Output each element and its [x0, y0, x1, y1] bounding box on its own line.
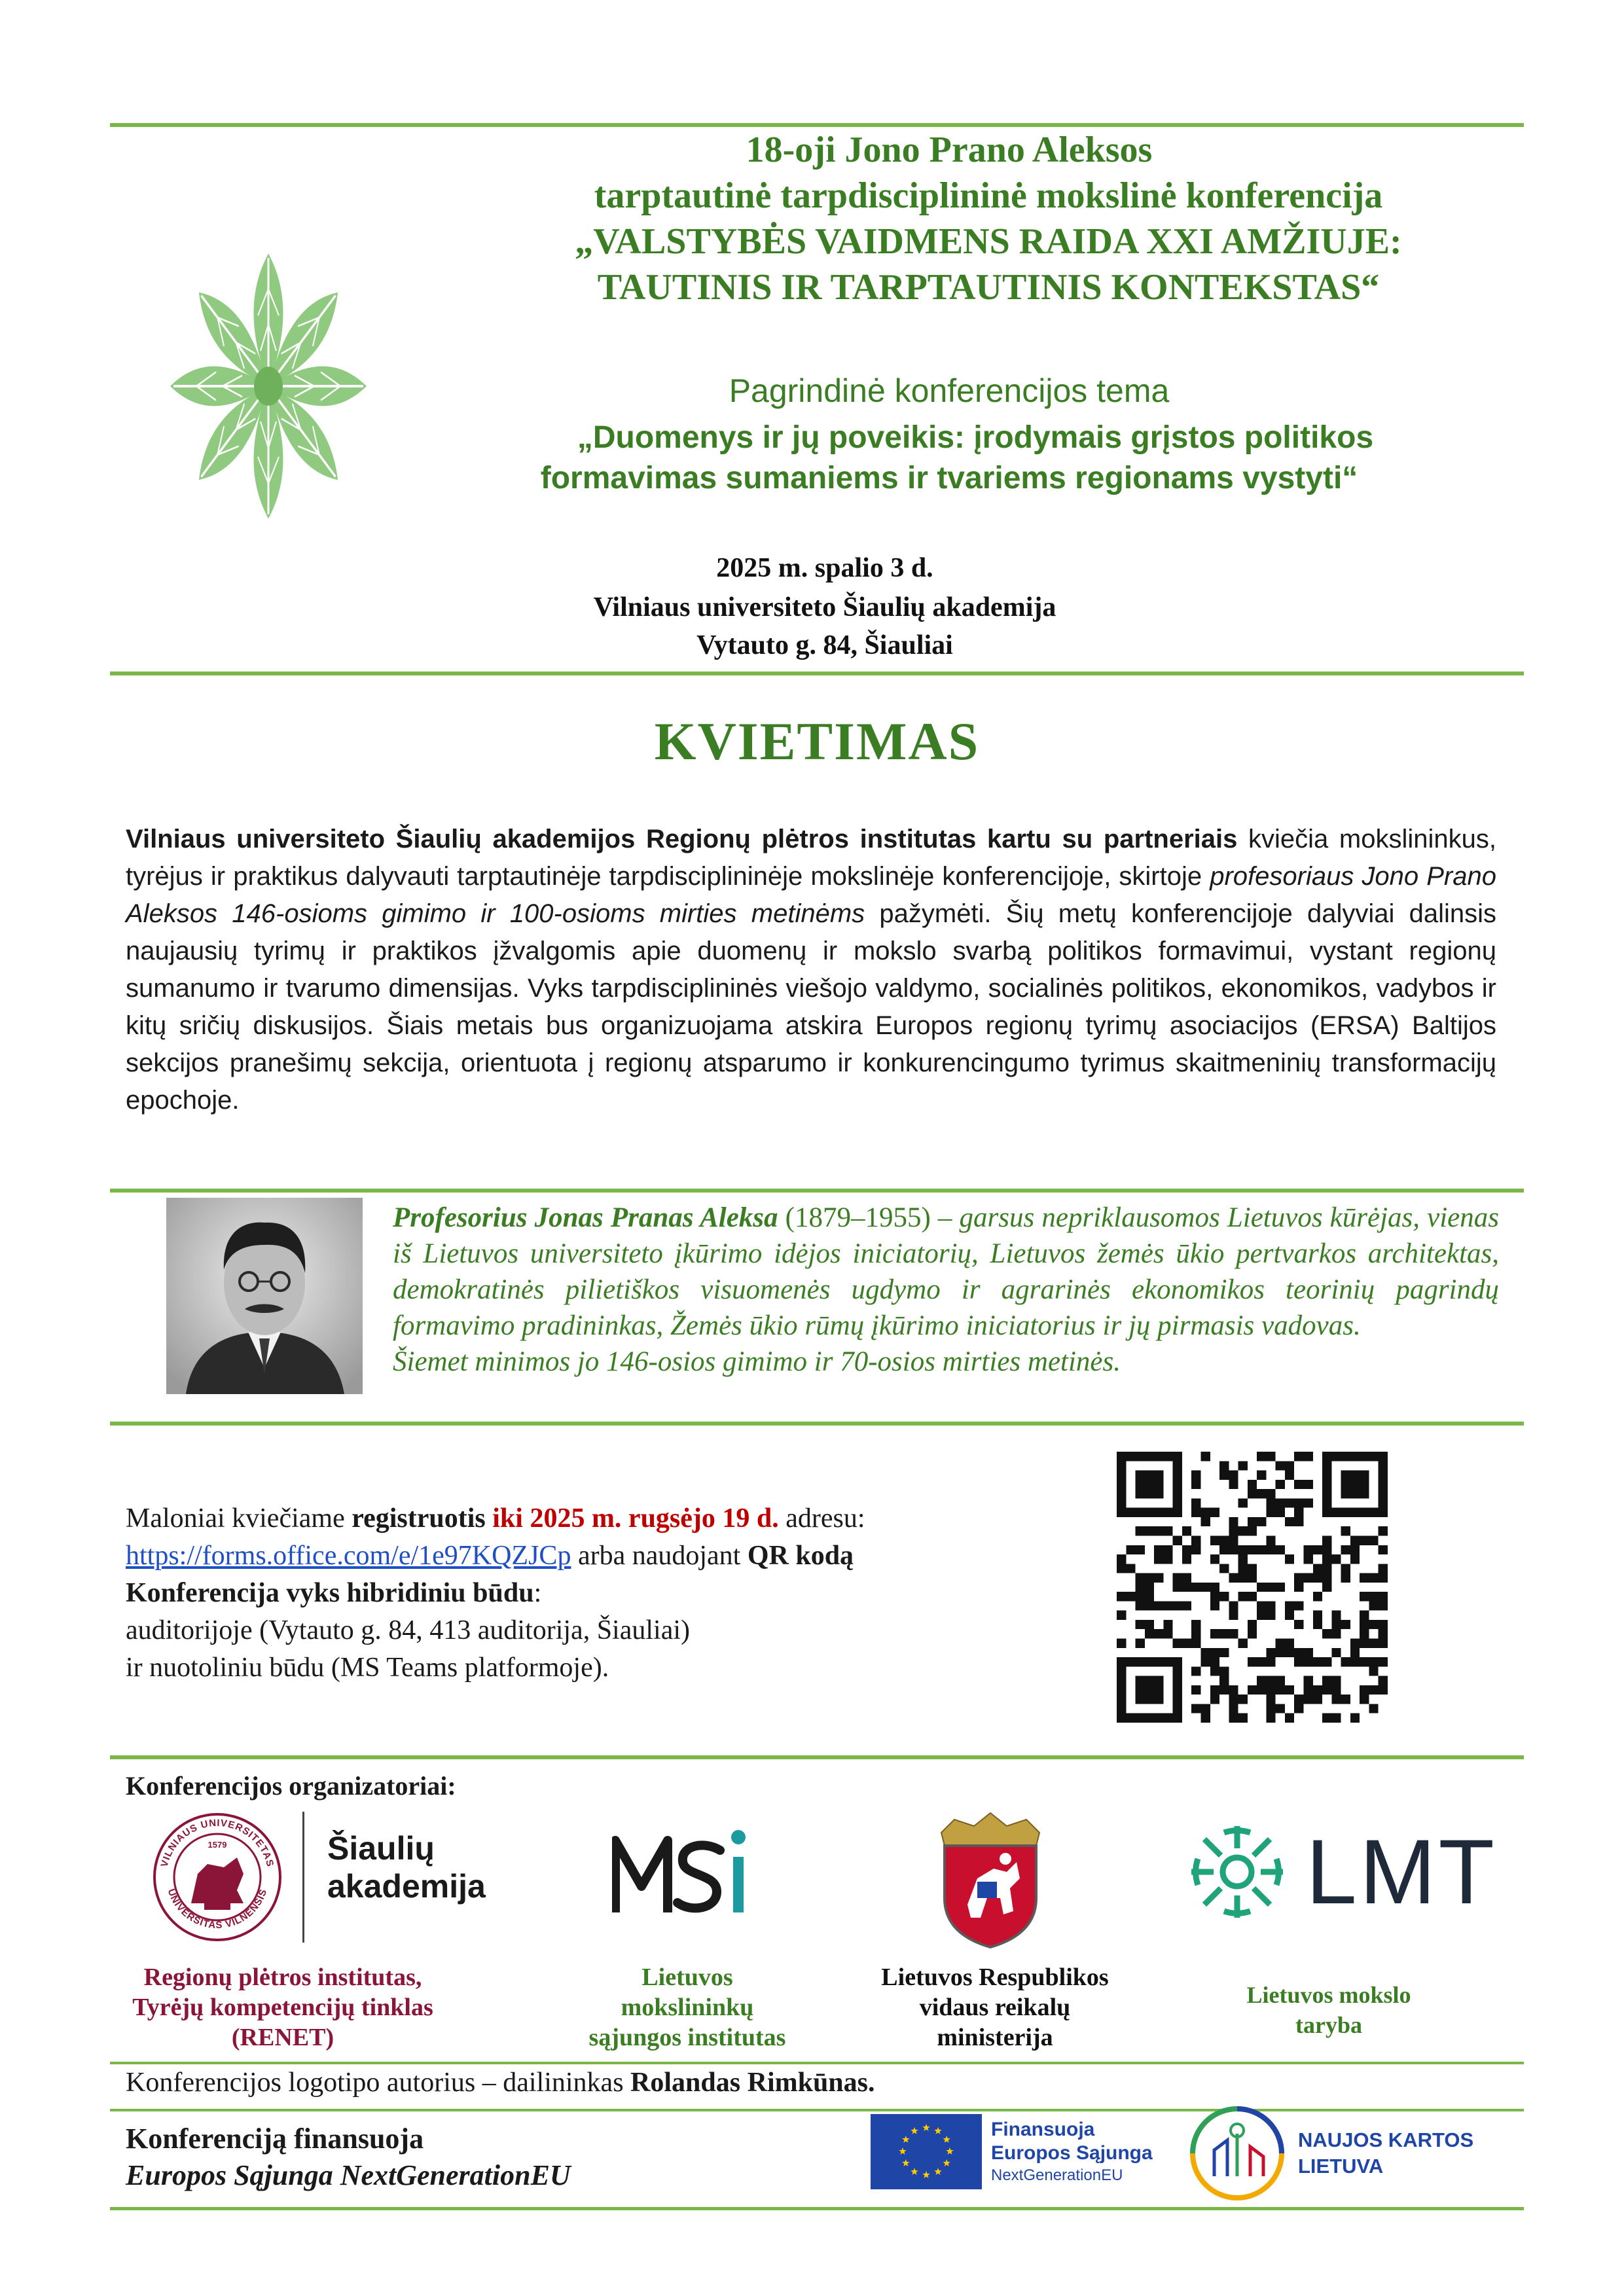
bottom-rule [110, 2207, 1524, 2210]
theme-label: Pagrindinė konferencijos tema [729, 372, 1170, 409]
registration-line1 [126, 1500, 1108, 1537]
invitation-text-1: kviečia mokslininkus, tyrėjus ir praktikus dalyvauti tarptautinėje tarpdisciplininėje mokslinėje konferencijoje, skirtoje [126, 825, 1496, 891]
rule-after-bio [110, 1422, 1524, 1426]
aleksa-portrait [166, 1198, 363, 1394]
lmt-wordmark: LMT [1306, 1820, 1497, 1923]
invitation-heading: KVIETIMAS [654, 711, 980, 771]
registration-link[interactable]: https://forms.office.com/e/1e97KQZJCp [126, 1541, 571, 1571]
msi-line1: Lietuvos [641, 1964, 733, 1991]
vu-divider [302, 1812, 304, 1943]
naujos-kartos-lietuva-logo [1188, 2104, 1502, 2202]
invitation-text-2: pažymėti. Šių metų konferencijoje dalyviai dalinsis naujausių tyrimų ir praktikos įžvalgomis apie duomenų ir mokslo svarbą politikos formavimui, vystant regionų sumanumo ir tvarumo dimensijas. Vyks tarpdisciplininės viešojo valdymo, socialinės politikos, ekonomikos, vadybos ir kitų sričių diskusijos. Šiais metais bus organizuojama atskira Europos regionų tyrimų asociacijos (ERSA) Baltijos sekcijos pranešimų sekcija, orientuota į regionų atsparumo ir konkurencingumo tyrimus skaitmeninių transformacijų epochoje. [126, 899, 1496, 1115]
eu-funding-logo [871, 2114, 1175, 2189]
registration-line5: ir nuotoliniu būdu (MS Teams platformoje). [126, 1653, 609, 1683]
registration-line2 [126, 1537, 1108, 1575]
bio-text: – garsus nepriklausomos Lietuvos kūrėjas, vienas iš Lietuvos universiteto įkūrimo idėjos iniciatorių, Lietuvos žemės ūkio pertvarkos architektas, demokratinės pilietiškos visuomenės ugdymo ir agrarinės ekonomikos teorinių pagrindų formavimo pradininkas, Žemės ūkio rūmų įkūrimo iniciatorius ir jų pirmasis vadovas. [393, 1202, 1500, 1341]
nkl-emblem-icon [1188, 2104, 1286, 2202]
registration-block [126, 1500, 1108, 1687]
reg-text-or: arba naudojant [571, 1541, 748, 1571]
vrm-coat-of-arms-icon [928, 1806, 1053, 1950]
lmt-line2: taryba [1295, 2012, 1362, 2038]
vu-seal-logo-icon [152, 1812, 283, 1943]
msi-logo-icon [612, 1821, 763, 1919]
msi-line2: mokslininkų [621, 1994, 754, 2021]
msi-line3: sąjungos institutas [588, 2024, 786, 2051]
conference-number-title: 18-oji Jono Prano Aleksos [746, 130, 1153, 170]
invitation-organizer: Vilniaus universiteto Šiaulių akademijos Regionų plėtros institutas kartu su partneriais [126, 825, 1238, 853]
lmt-logo-icon [1185, 1820, 1290, 1924]
renet-line2: Tyrėjų kompetencijų tinklas [132, 1994, 433, 2021]
eu-flag-icon [871, 2114, 982, 2189]
svg-text:UNIVERSITAS VILNENSIS: UNIVERSITAS VILNENSIS [165, 1887, 270, 1931]
hybrid-colon: : [533, 1578, 542, 1608]
logo-author-line [126, 2064, 875, 2101]
reg-text-qr: QR kodą [747, 1541, 854, 1571]
organizer-caption-renet [126, 1962, 440, 2053]
funding-subtitle: Europos Sąjunga NextGenerationEU [126, 2159, 571, 2191]
conference-name-line2: TAUTINIS IR TARPTAUTINIS KONTEKSTAS“ [597, 267, 1380, 308]
theme-title-line2: formavimas sumaniems ir tvariems regionams vystyti“ [540, 461, 1358, 495]
rule-before-organizers [110, 1755, 1524, 1759]
reg-text-address: adresu: [778, 1503, 865, 1534]
conference-type-title: tarptautinė tarpdisciplininė mokslinė konferencija [594, 175, 1383, 216]
logo-author-name: Rolandas Rimkūnas. [630, 2068, 875, 2098]
vrm-line2: vidaus reikalų [919, 1994, 1071, 2021]
lmt-line1: Lietuvos mokslo [1246, 1982, 1411, 2008]
reg-text-space [486, 1503, 493, 1534]
svg-text:VILNIAUS UNIVERSITETAS: VILNIAUS UNIVERSITETAS [158, 1817, 276, 1869]
conference-star-logo-icon [157, 232, 380, 540]
event-address: Vytauto g. 84, Šiauliai [696, 630, 953, 660]
registration-deadline: iki 2025 m. rugsėjo 19 d. [492, 1503, 779, 1534]
eu-line1: Finansuoja [991, 2118, 1095, 2140]
funding-title: Konferenciją finansuoja [126, 2123, 424, 2155]
nkl-line2: LIETUVA [1298, 2155, 1384, 2178]
siauliu-akademija-logo [327, 1829, 486, 1905]
invitation-anniversary: profesoriaus Jono Prano Aleksos 146-osioms gimimo ir 100-osioms mirties metinėms [126, 862, 1496, 928]
nkl-line1: NAUJOS KARTOS [1298, 2128, 1474, 2151]
theme-title-line1: „Duomenys ir jų poveikis: įrodymais grįstos politikos [577, 420, 1374, 455]
sa-line1: Šiaulių [327, 1830, 435, 1867]
rule-after-header [110, 672, 1524, 675]
top-rule [110, 123, 1524, 127]
invitation-paragraph [126, 821, 1496, 1119]
vrm-line3: ministerija [937, 2024, 1053, 2051]
registration-line3 [126, 1575, 1108, 1612]
event-date: 2025 m. spalio 3 d. [716, 553, 933, 583]
renet-line1: Regionų plėtros institutas, [143, 1964, 422, 1991]
logo-author-text: Konferencijos logotipo autorius – dailininkas [126, 2068, 631, 2098]
conference-name-line1: „VALSTYBĖS VAIDMENS RAIDA XXI AMŽIUJE: [575, 221, 1402, 262]
registration-line4: auditorijoje (Vytauto g. 84, 413 auditorija, Šiauliai) [126, 1615, 691, 1645]
bio-name: Profesorius Jonas Pranas Aleksa [393, 1202, 778, 1233]
registration-qr-code[interactable] [1117, 1452, 1388, 1723]
reg-text-1: Maloniai kviečiame [126, 1503, 352, 1534]
vrm-line1: Lietuvos Respublikos [881, 1964, 1109, 1991]
bio-anniversary: Šiemet minimos jo 146-osios gimimo ir 70-osios mirties metinės. [393, 1346, 1121, 1377]
sa-line2: akademija [327, 1868, 486, 1905]
bio-years: (1879–1955) [778, 1202, 931, 1233]
organizer-caption-vrm [844, 1962, 1146, 2053]
reg-text-register: registruotis [352, 1503, 486, 1534]
eu-line2: Europos Sąjunga [991, 2142, 1153, 2164]
vu-year: 1579 [208, 1840, 227, 1850]
rule-before-bio [110, 1189, 1524, 1193]
eu-line3: NextGenerationEU [991, 2166, 1123, 2184]
renet-line3: (RENET) [231, 2024, 334, 2051]
funding-block [126, 2121, 571, 2194]
organizer-caption-msi [563, 1962, 812, 2053]
aleksa-biography [393, 1200, 1499, 1380]
organizer-caption-lmt [1198, 1980, 1460, 2040]
event-venue: Vilniaus universiteto Šiaulių akademija [593, 592, 1056, 622]
organizers-heading: Konferencijos organizatoriai: [126, 1771, 456, 1801]
hybrid-mode-label: Konferencija vyks hibridiniu būdu [126, 1578, 534, 1608]
